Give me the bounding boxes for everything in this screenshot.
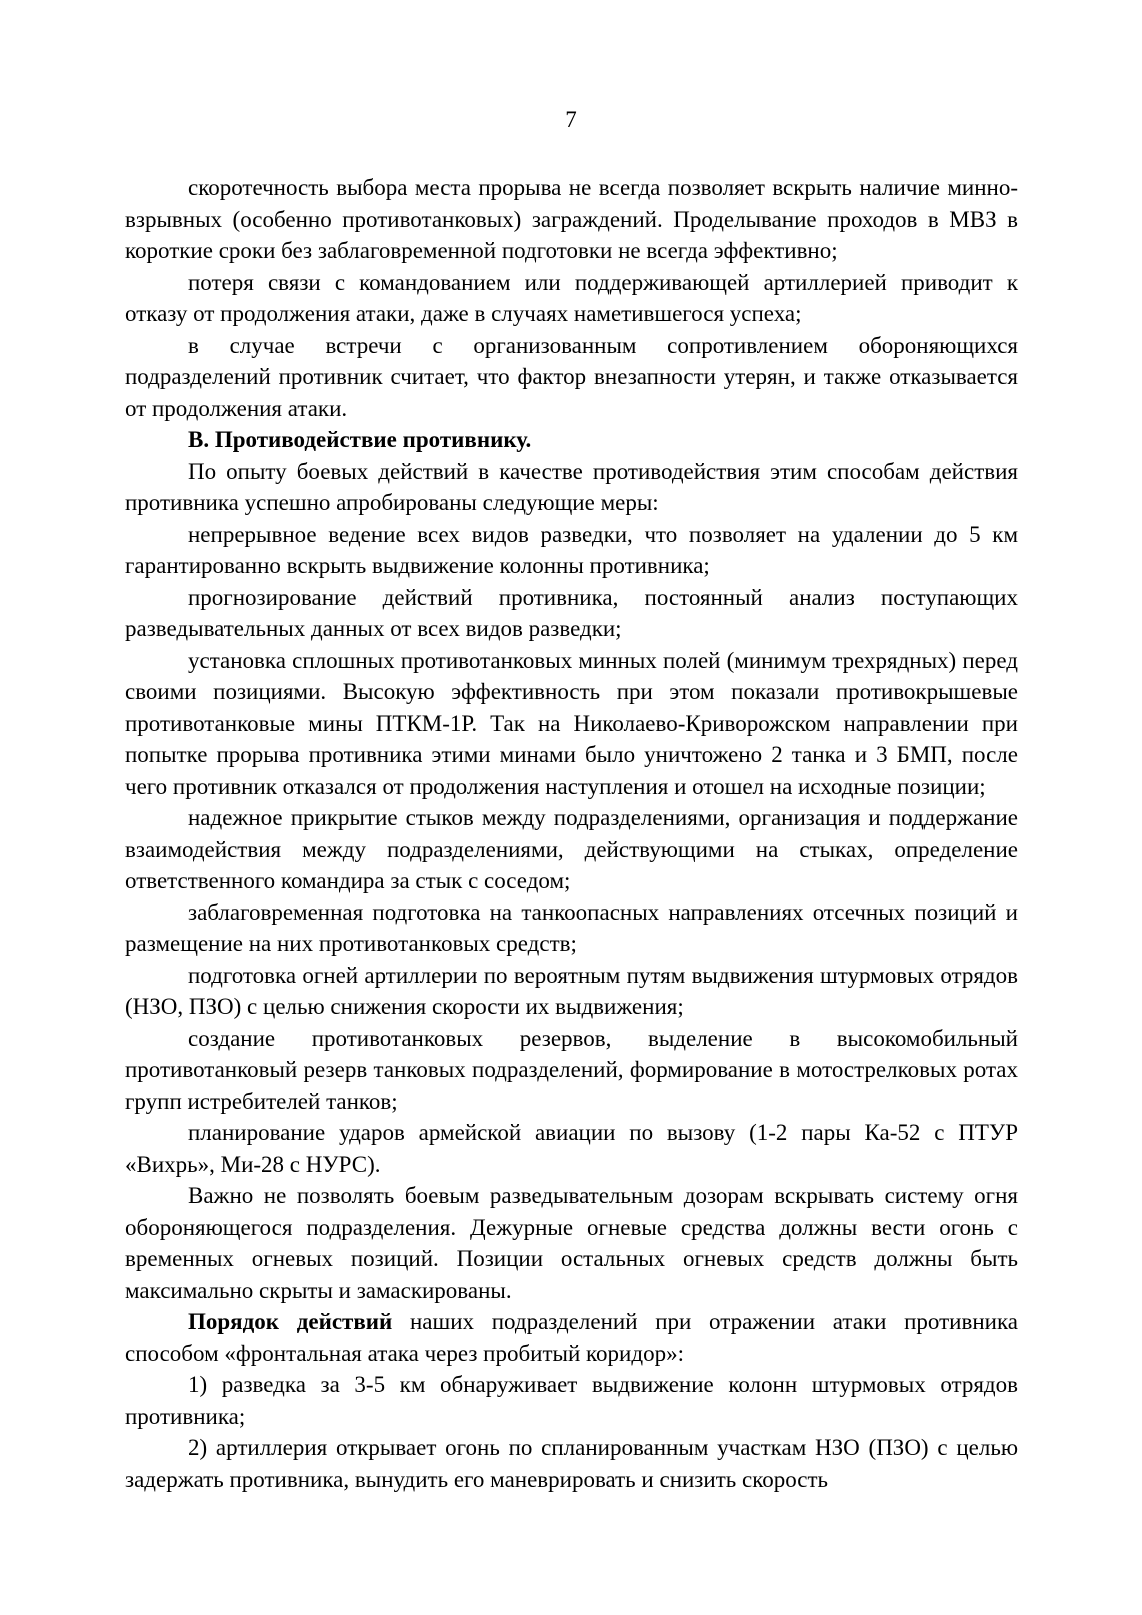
paragraph-po-opytu: По опыту боевых действий в качестве противодействия этим способам действия противника успешно апробированы следующие меры: [125,458,1018,515]
paragraph-poryadok-deystviy [125,1306,1018,1369]
paragraph-item-1-razvedka: 1) разведка за 3-5 км обнаруживает выдвижение колонн штурмовых отрядов противника; [125,1372,1018,1429]
paragraph-ustanovka-minnyh-poley: установка сплошных противотанковых минных полей (минимум трехрядных) перед своими позициями. Высокую эффективность при этом показали противокрышевые противотанковые мины ПТКМ-1Р. Так на Николаево-Криворожском направлении при попытке прорыва противника этими минами было уничтожено 2 танка и 3 БМП, после чего противник отказался от продолжения наступления и отошел на исходные позиции; [125,647,1018,799]
paragraph-vazhno-ne-pozvolyat: Важно не позволять боевым разведывательным дозорам вскрывать систему огня обороняющегося подразделения. Дежурные огневые средства должны вести огонь с временных огневых позиций. Позиции остальных огневых средств должны быть максимально скрыты и замаскированы. [125,1183,1018,1303]
paragraph-skorotechnost: скоротечность выбора места прорыва не всегда позволяет вскрыть наличие минно-взрывных (особенно противотанковых) заграждений. Проделывание проходов в МВЗ в короткие сроки без заблаговременной подготовки не всегда эффективно; [125,175,1018,263]
paragraph-zablagovremennaya-podgotovka: заблаговременная подготовка на танкоопасных направлениях отсечных позиций и размещение на них противотанковых средств; [125,899,1018,956]
paragraph-podgotovka-ogney: подготовка огней артиллерии по вероятным путям выдвижения штурмовых отрядов (НЗО, ПЗО) с целью снижения скорости их выдвижения; [125,962,1018,1019]
inline-bold-poryadok-deystviy: Порядок действий [188,1309,393,1334]
paragraph-nadezhnoe-prikrytie: надежное прикрытие стыков между подразделениями, организация и поддержание взаимодействия между подразделениями, действующими на стыках, определение ответственного командира за стык с соседом; [125,805,1018,893]
paragraph-nepreryvnoe-vedenie: непрерывное ведение всех видов разведки, что позволяет на удалении до 5 км гарантированно вскрыть выдвижение колонны противника; [125,521,1018,578]
paragraph-planirovanie-udarov: планирование ударов армейской авиации по вызову (1-2 пары Ка-52 с ПТУР «Вихрь», Ми-28 с НУРС). [125,1120,1018,1177]
paragraph-v-sluchae-vstrechi: в случае встречи с организованным сопротивлением обороняющихся подразделений противник считает, что фактор внезапности утерян, и также отказывается от продолжения атаки. [125,332,1018,421]
paragraph-item-2-artilleriya: 2) артиллерия открывает огонь по спланированным участкам НЗО (ПЗО) с целью задержать противника, вынудить его маневрировать и снизить скорость [125,1435,1018,1492]
page-number: 7 [565,107,577,132]
paragraph-poryadok-deystviy-rest: наших подразделений при отражении атаки противника способом «фронтальная атака через пробитый коридор»: [125,1309,1018,1366]
document-body [125,172,1018,1495]
section-heading-protivodeystvie: В. Противодействие противнику. [188,427,532,452]
paragraph-prognozirovanie: прогнозирование действий противника, постоянный анализ поступающих разведывательных данных от всех видов разведки; [125,584,1018,641]
paragraph-sozdanie-rezervov: создание противотанковых резервов, выделение в высокомобильный противотанковый резерв танковых подразделений, формирование в мотострелковых ротах групп истребителей танков; [125,1025,1018,1114]
paragraph-poterya-svyazi: потеря связи с командованием или поддерживающей артиллерией приводит к отказу от продолжения атаки, даже в случаях наметившегося успеха; [125,269,1018,326]
